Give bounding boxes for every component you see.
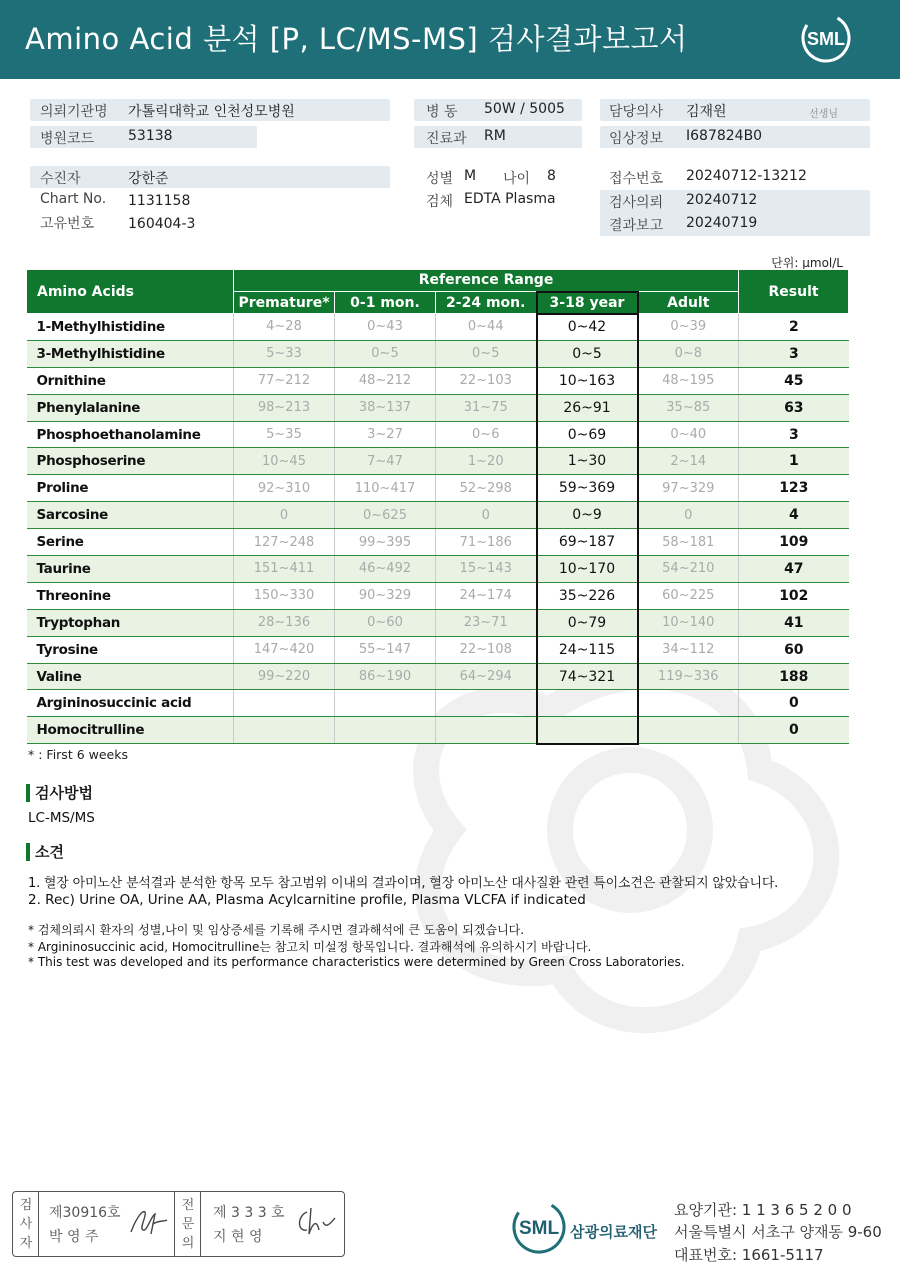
reference-range-cell: 10~45: [234, 448, 335, 475]
reference-range-cell: 86~190: [335, 663, 436, 690]
reference-range-cell: 10~163: [537, 367, 638, 394]
specialist-label-char: 전: [181, 1198, 195, 1213]
doctor-suffix: 선생님: [809, 109, 838, 120]
footer-agency: 요양기관: 1 1 3 6 5 2 0 0: [674, 1201, 852, 1219]
reference-range-cell: 24~174: [436, 582, 537, 609]
reference-range-cell: 2~14: [638, 448, 739, 475]
table-row: [27, 421, 849, 448]
table-row: [27, 448, 849, 475]
reference-range-cell: 7~47: [335, 448, 436, 475]
footer-phone: 대표번호: 1661-5117: [674, 1246, 824, 1264]
note-line: * Argininosuccinic acid, Homocitrulline는 참고치 미설정 항목입니다. 결과해석에 유의하시기 바랍니다.: [28, 940, 592, 954]
amino-acid-name: Valine: [27, 663, 234, 690]
reference-range-cell: 0~5: [537, 340, 638, 367]
reference-range-cell: 46~492: [335, 556, 436, 583]
doctor-label: 담당의사: [609, 104, 664, 120]
reference-range-cell: 31~75: [436, 394, 537, 421]
specimen-label: 검체: [426, 194, 454, 210]
tester-signature: [129, 1206, 169, 1238]
method-text: LC-MS/MS: [28, 810, 95, 826]
tester-label-char: 검: [19, 1198, 33, 1213]
note-line: * This test was developed and its performance characteristics were determined by Green Cross Laboratories.: [28, 955, 685, 969]
note-line: * 검체의뢰시 환자의 성별,나이 및 임상증세를 기록해 주시면 결과해석에 큰 도움이 되겠습니다.: [28, 923, 525, 937]
ward-label: 병 동: [426, 104, 458, 120]
sex-value: M: [464, 168, 477, 184]
clinical-value: I687824B0: [686, 128, 763, 144]
col-header-result: Result: [739, 270, 849, 314]
table-row: [27, 367, 849, 394]
reference-range-cell: 0: [638, 502, 739, 529]
amino-acid-name: 1-Methylhistidine: [27, 314, 234, 341]
result-cell: 45: [739, 367, 849, 394]
reference-range-cell: 38~137: [335, 394, 436, 421]
report-header: [0, 0, 900, 79]
reference-range-cell: 34~112: [638, 636, 739, 663]
reference-range-cell: [638, 690, 739, 717]
tester-cell: [39, 1192, 175, 1256]
reference-range-cell: [436, 717, 537, 744]
reference-range-cell: 64~294: [436, 663, 537, 690]
specialist-signature: [293, 1206, 337, 1238]
dept-value: RM: [484, 128, 506, 144]
amino-acid-name: Sarcosine: [27, 502, 234, 529]
result-cell: 63: [739, 394, 849, 421]
sml-footer-logo-icon: [510, 1198, 568, 1256]
amino-acid-name: Serine: [27, 529, 234, 556]
amino-acid-name: Threonine: [27, 582, 234, 609]
reference-range-cell: 52~298: [436, 475, 537, 502]
amino-acid-name: Taurine: [27, 556, 234, 583]
reference-range-cell: 0~6: [436, 421, 537, 448]
amino-acid-rows: [27, 314, 849, 744]
amino-acid-name: Phosphoserine: [27, 448, 234, 475]
result-cell: 2: [739, 314, 849, 341]
table-row: [27, 502, 849, 529]
amino-acid-name: Tyrosine: [27, 636, 234, 663]
reference-range-cell: 0~8: [638, 340, 739, 367]
reference-range-cell: [234, 717, 335, 744]
logo-text: SML: [807, 29, 845, 49]
table-row: [27, 717, 849, 744]
reference-range-cell: 0~60: [335, 609, 436, 636]
unique-label: 고유번호: [40, 216, 95, 232]
reference-range-cell: 92~310: [234, 475, 335, 502]
chart-value: 1131158: [128, 193, 191, 209]
unit-label: 단위: μmol/L: [771, 256, 843, 270]
reference-range-cell: [335, 717, 436, 744]
reference-range-cell: 10~170: [537, 556, 638, 583]
reference-range-cell: [436, 690, 537, 717]
table-row: [27, 475, 849, 502]
reference-range-cell: 58~181: [638, 529, 739, 556]
unique-value: 160404-3: [128, 216, 196, 232]
reference-range-cell: 0~40: [638, 421, 739, 448]
patient-value: 강한준: [128, 171, 169, 187]
tester-number: 제30916호: [49, 1205, 121, 1221]
footer-logo-text: SML: [518, 1218, 560, 1239]
reference-range-cell: 77~212: [234, 367, 335, 394]
reference-range-cell: 0~625: [335, 502, 436, 529]
reference-range-cell: 0~79: [537, 609, 638, 636]
specialist-cell: [201, 1192, 344, 1256]
result-cell: 60: [739, 636, 849, 663]
table-row: [27, 609, 849, 636]
reference-range-cell: 90~329: [335, 582, 436, 609]
reference-range-cell: 0: [234, 502, 335, 529]
result-cell: 188: [739, 663, 849, 690]
footer-address: 서울특별시 서초구 양재동 9-60: [674, 1223, 882, 1241]
hospital-code-label: 병원코드: [40, 131, 95, 147]
reference-range-cell: 69~187: [537, 529, 638, 556]
reference-range-cell: 10~140: [638, 609, 739, 636]
reference-range-cell: 71~186: [436, 529, 537, 556]
result-cell: 1: [739, 448, 849, 475]
result-cell: 109: [739, 529, 849, 556]
tester-name: 박 영 주: [49, 1229, 99, 1245]
reference-range-cell: 0~69: [537, 421, 638, 448]
reference-range-cell: 110~417: [335, 475, 436, 502]
reference-range-cell: 22~108: [436, 636, 537, 663]
tester-label-char: 자: [19, 1236, 33, 1251]
result-cell: 41: [739, 609, 849, 636]
doctor-value: 김재원: [686, 104, 727, 120]
reference-range-cell: 60~225: [638, 582, 739, 609]
ward-value: 50W / 5005: [484, 101, 565, 117]
report-date-label: 결과보고: [609, 218, 664, 234]
amino-acid-name: Phenylalanine: [27, 394, 234, 421]
request-value: 20240712: [686, 192, 758, 208]
reference-range-cell: 99~395: [335, 529, 436, 556]
specialist-label-char: 의: [181, 1236, 195, 1251]
dept-label: 진료과: [426, 131, 467, 147]
sex-label: 성별: [426, 171, 454, 187]
reference-range-cell: 23~71: [436, 609, 537, 636]
table-row: [27, 556, 849, 583]
receipt-value: 20240712-13212: [686, 168, 807, 184]
finding-line: 2. Rec) Urine OA, Urine AA, Plasma Acylcarnitine profile, Plasma VLCFA if indicated: [28, 892, 586, 908]
reference-range-cell: 97~329: [638, 475, 739, 502]
reference-range-cell: 99~220: [234, 663, 335, 690]
specialist-label-char: 문: [181, 1217, 195, 1232]
reference-range-cell: [234, 690, 335, 717]
reference-range-cell: 48~212: [335, 367, 436, 394]
table-row: [27, 340, 849, 367]
reference-range-cell: 5~35: [234, 421, 335, 448]
reference-range-cell: 15~143: [436, 556, 537, 583]
age-value: 8: [547, 168, 556, 184]
table-row: [27, 663, 849, 690]
footnote: * : First 6 weeks: [28, 747, 128, 762]
amino-acid-table: [26, 269, 849, 745]
reference-range-cell: 150~330: [234, 582, 335, 609]
reference-range-cell: 151~411: [234, 556, 335, 583]
report-date-value: 20240719: [686, 215, 758, 231]
amino-acid-name: 3-Methylhistidine: [27, 340, 234, 367]
reference-range-cell: 35~226: [537, 582, 638, 609]
tester-label-char: 사: [19, 1217, 33, 1232]
receipt-label: 접수번호: [609, 171, 664, 187]
table-row: [27, 690, 849, 717]
reference-range-cell: 24~115: [537, 636, 638, 663]
reference-range-cell: [537, 690, 638, 717]
reference-range-cell: 35~85: [638, 394, 739, 421]
patient-label: 수진자: [40, 171, 81, 187]
result-cell: 123: [739, 475, 849, 502]
institution-value: 가톨릭대학교 인천성모병원: [128, 104, 295, 120]
reference-range-cell: 147~420: [234, 636, 335, 663]
result-cell: 0: [739, 690, 849, 717]
result-cell: 4: [739, 502, 849, 529]
specialist-label-cell: [175, 1192, 201, 1256]
reference-range-cell: [638, 717, 739, 744]
result-cell: 3: [739, 421, 849, 448]
reference-range-cell: 59~369: [537, 475, 638, 502]
specialist-name: 지 현 영: [213, 1229, 263, 1245]
reference-range-cell: 0: [436, 502, 537, 529]
signature-box: [12, 1191, 345, 1257]
amino-acid-name: Tryptophan: [27, 609, 234, 636]
reference-range-cell: 74~321: [537, 663, 638, 690]
reference-range-cell: 3~27: [335, 421, 436, 448]
findings-title: 소견: [26, 843, 64, 861]
chart-label: Chart No.: [40, 191, 107, 207]
reference-range-cell: 0~5: [436, 340, 537, 367]
reference-range-cell: 0~42: [537, 314, 638, 341]
col-header-3-18-year: 3-18 year: [537, 292, 638, 314]
amino-acid-name: Phosphoethanolamine: [27, 421, 234, 448]
request-label: 검사의뢰: [609, 195, 664, 211]
col-header-2-24-mon: 2-24 mon.: [436, 292, 537, 314]
amino-acid-name: Proline: [27, 475, 234, 502]
reference-range-cell: 4~28: [234, 314, 335, 341]
result-cell: 3: [739, 340, 849, 367]
result-cell: 102: [739, 582, 849, 609]
specialist-number: 제 3 3 3 호: [213, 1205, 285, 1221]
reference-range-cell: 119~336: [638, 663, 739, 690]
reference-range-cell: 98~213: [234, 394, 335, 421]
amino-acid-name: Argininosuccinic acid: [27, 690, 234, 717]
table-row: [27, 394, 849, 421]
reference-range-cell: 0~44: [436, 314, 537, 341]
table-row: [27, 314, 849, 341]
method-title: 검사방법: [26, 784, 93, 802]
reference-range-cell: 54~210: [638, 556, 739, 583]
age-label: 나이: [503, 171, 531, 187]
table-row: [27, 582, 849, 609]
institution-label: 의뢰기관명: [40, 104, 108, 120]
tester-label-cell: [13, 1192, 39, 1256]
amino-acid-name: Homocitrulline: [27, 717, 234, 744]
col-header-adult: Adult: [638, 292, 739, 314]
col-header-premature: Premature*: [234, 292, 335, 314]
reference-range-cell: [537, 717, 638, 744]
sml-logo-icon: [800, 12, 852, 64]
footer-org-name: 삼광의료재단: [570, 1223, 657, 1241]
reference-range-cell: 1~30: [537, 448, 638, 475]
col-header-amino-acids: Amino Acids: [27, 270, 234, 314]
reference-range-cell: 0~39: [638, 314, 739, 341]
amino-acid-name: Ornithine: [27, 367, 234, 394]
patient-row: [30, 166, 390, 188]
reference-range-cell: 22~103: [436, 367, 537, 394]
report-title: Amino Acid 분석 [P, LC/MS-MS] 검사결과보고서: [25, 22, 688, 56]
reference-range-cell: 0~9: [537, 502, 638, 529]
reference-range-cell: 1~20: [436, 448, 537, 475]
table-row: [27, 636, 849, 663]
reference-range-cell: [335, 690, 436, 717]
clinical-label: 임상정보: [609, 131, 664, 147]
finding-line: 1. 혈장 아미노산 분석결과 분석한 항목 모두 참고범위 이내의 결과이며, 혈장 아미노산 대사질환 관련 특이소견은 관찰되지 않았습니다.: [28, 876, 779, 891]
col-header-reference-range: Reference Range: [234, 270, 739, 292]
reference-range-cell: 0~43: [335, 314, 436, 341]
reference-range-cell: 127~248: [234, 529, 335, 556]
reference-range-cell: 48~195: [638, 367, 739, 394]
reference-range-cell: 28~136: [234, 609, 335, 636]
reference-range-cell: 0~5: [335, 340, 436, 367]
result-cell: 47: [739, 556, 849, 583]
reference-range-cell: 55~147: [335, 636, 436, 663]
specimen-value: EDTA Plasma: [464, 191, 556, 207]
col-header-0-1-mon: 0-1 mon.: [335, 292, 436, 314]
table-row: [27, 529, 849, 556]
hospital-code-value: 53138: [128, 128, 173, 144]
reference-range-cell: 26~91: [537, 394, 638, 421]
result-cell: 0: [739, 717, 849, 744]
reference-range-cell: 5~33: [234, 340, 335, 367]
